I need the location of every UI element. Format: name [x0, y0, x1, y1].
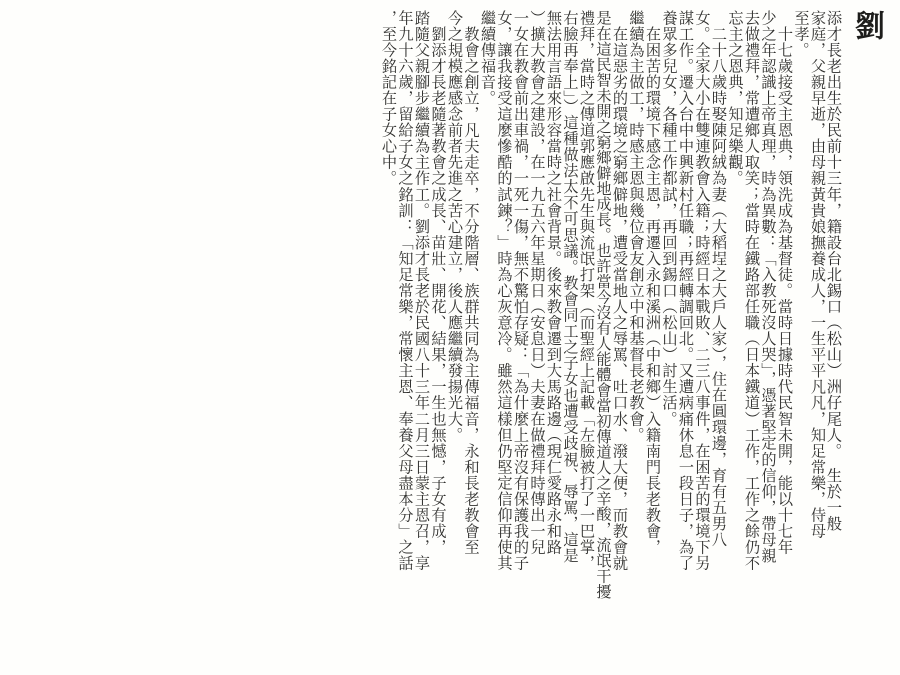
column-text-3: 十七歲接受主恩典，領洗成為基督徒。當時日據時代民智未開，能以十七年 — [776, 10, 794, 556]
column-text-17-wrap — [546, 10, 562, 660]
column-text-20-wrap — [496, 10, 512, 660]
vertical-text-columns — [12, 10, 888, 665]
column-text-5: 去做禮拜，常遭鄉人取笑；當時在鐵路部任職（日本鐵道）工作，工作之餘仍不 — [743, 10, 761, 572]
column-text-22: 教會之創立，凡夫走卒，不分階層、族群共同為主傳福音，永和長老教會至 — [462, 10, 481, 556]
column-text-11: 在困苦的環境下感念主恩，再遷入永和溪洲（中和鄉）入籍南門長老教會， — [644, 10, 662, 556]
column-text-10-wrap — [661, 10, 677, 600]
column-text-16: 右臉再奉上」）這種做法太不可思議。教會同工之子女也遭受歧視、辱罵，這是 — [561, 10, 580, 564]
column-text-18: ）擴大教會之建設，在一九五六年星期日（安息日）夫妻在做禮拜時傳出一兒 — [528, 10, 547, 556]
column-text-1: 家庭，父親早逝，由母親黃貴娘撫養成人，一生平平凡凡，知足常樂，侍母 — [809, 10, 827, 540]
column-text-14: 是在這民智未開之窮鄉僻地成長。也許當今沒有人能體會當初傳道人之辛酸，流氓干擾 — [594, 10, 613, 600]
column-text-26-wrap — [397, 10, 413, 660]
column-text-25-wrap — [414, 10, 430, 660]
column-text-18-wrap — [529, 10, 545, 660]
column-text-21-wrap — [480, 10, 496, 340]
column-text-27: ，至今銘記在子女心中。 — [380, 10, 398, 187]
column-text-3-wrap — [777, 10, 793, 660]
column-text-17: 無法用言語來形容當時之社會背景。後來教會遷到大馬路邊（現仁愛路永和路 — [545, 10, 563, 556]
column-text-21: 繼續傳福音。 — [479, 10, 497, 107]
column-text-27-wrap — [381, 10, 397, 340]
column-text-2: 至孝。 — [792, 10, 811, 59]
column-text-20: 女，讓我接受這麼慘酷的試鍊？」時為心灰意冷。雖然這樣但仍堅定信仰再使其 — [495, 10, 514, 572]
column-text-5-wrap — [744, 10, 760, 660]
column-text-6-wrap — [727, 10, 743, 340]
column-text-25: 踏隨父親腳步繼續為主作工。劉添才長老於民國八十三年二月三日蒙主恩召，享 — [413, 10, 431, 572]
column-text-13: 在這惡劣的環境之窮鄉僻地，遭受當地人之辱罵、吐口水、潑大便，而教會就 — [611, 10, 629, 572]
column-text-12-wrap — [628, 10, 644, 510]
column-text-4: 少之年認識上帝真理，時為異數：「入教死沒人哭」，憑著堅定的信仰，帶母親 — [759, 10, 778, 564]
column-text-15-wrap — [579, 10, 595, 660]
column-text-23: 今之規模應感念前者先進之苦心建立，後人應繼續發揚光大。 — [446, 10, 464, 443]
column-text-26: 年九十六歲，留給子女之銘訓：「知足常樂，常懷主恩、奉養父母盡本分」之話 — [396, 10, 415, 572]
column-text-14-wrap — [595, 10, 611, 660]
column-text-13-wrap — [612, 10, 628, 660]
column-text-22-wrap — [463, 10, 479, 660]
column-text-7-wrap — [711, 10, 727, 660]
column-text-8: 女。全家大小在雙連教會入籍；時經日本戰敗、二三八事件，在困苦的環境下另 — [693, 10, 712, 572]
column-text-24: 劉添才長老隨著教會之成長、苗壯、開花、結果，一生也無憾，子女有成， — [429, 10, 448, 556]
column-text-23-wrap — [447, 10, 463, 600]
column-text-2-wrap — [793, 10, 809, 340]
column-text-9-wrap — [678, 10, 694, 660]
column-text-1-wrap — [810, 10, 826, 660]
column-text-9: 謀工作。遷入台中中興新村任職；再經轉調回北。又遭病痛休息一段日子，為了 — [677, 10, 695, 572]
column-text-7: 二十八歲時娶陳阿絨為妻（大稻埕之大戶人家），住在圓環邊，育有五男八 — [710, 10, 728, 548]
column-text-0: 添才長老出生於民前十三年，籍設台北錫口（松山）洲仔尾人。 生於一般 — [825, 10, 843, 532]
column-text-19-wrap — [513, 10, 529, 660]
column-text-6: 忘主之恩典，知足樂觀。 — [726, 10, 745, 187]
column-text-16-wrap — [562, 10, 578, 660]
surname-heading: 劉 — [849, 10, 884, 42]
column-text-4-wrap — [760, 10, 776, 660]
column-text-10: 養眾多兒女，各種工作都試，再回到錫口（松山）討生活。 — [660, 10, 679, 427]
column-text-15: 禮拜，當時之傳道郭應啟先生與流氓打架（而聖經上記載「左臉被打了一巴掌， — [578, 10, 596, 572]
column-text-8-wrap — [694, 10, 710, 660]
column-text-11-wrap — [645, 10, 661, 660]
title-column — [825, 10, 888, 660]
column-text-12: 繼續為主做工，時感主恩與幾位會友創立中和基督長老教會。 — [627, 10, 646, 443]
column-text-24-wrap — [430, 10, 446, 660]
column-text-19: 一女在教會前出車禍，一死一傷，無不驚怕存疑：「為什麼上帝沒有保護我的子 — [512, 10, 530, 572]
